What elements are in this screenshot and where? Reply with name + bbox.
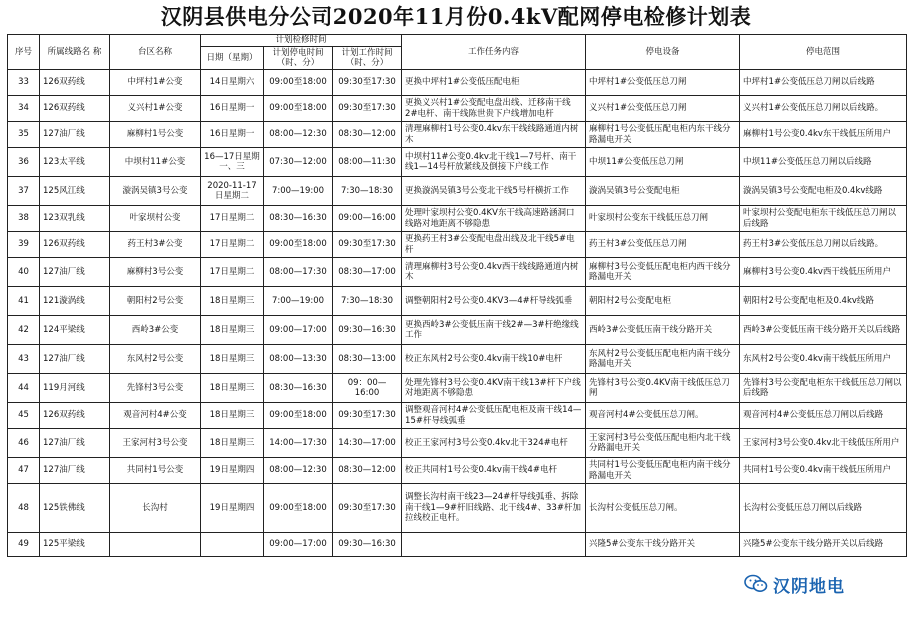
row-equipment: 王家河村3号公变低压配电柜内北干线分路漏电开关: [586, 429, 740, 458]
row-equipment: 麻柳村3号公变低压配电柜内西干线分路漏电开关: [586, 258, 740, 287]
row-station: 漩涡吴镇3号公变: [110, 177, 201, 206]
row-outage-time: 09:00—17:00: [264, 316, 333, 345]
row-task: 调整观音河村4#公变低压配电柜及南干线14—15#杆导线弧垂: [402, 403, 586, 429]
row-station: 观音河村4#公变: [110, 403, 201, 429]
row-date: 18日星期三: [201, 429, 264, 458]
row-date: 19日星期四: [201, 484, 264, 533]
row-task: 更换西岭3#公变低压南干线2#—3#杆绝缘线工作: [402, 316, 586, 345]
table-row: [8, 96, 907, 122]
row-task: 更换药王村3#公变配电盘出线及北干线5#电杆: [402, 232, 586, 258]
row-outage-time: 08:00—12:30: [264, 458, 333, 484]
row-line-name: 127油厂线: [40, 429, 110, 458]
row-scope: 朝阳村2号公变配电柜及0.4kv线路: [740, 287, 907, 316]
row-task: 调整长沟村南干线23—24#杆导线弧垂、拆除南干线1—9#杆旧线路、北干线4#、33#杆加拉线校正电杆。: [402, 484, 586, 533]
row-scope: 观音河村4#公变低压总刀闸以后线路: [740, 403, 907, 429]
row-work-time: 08:30—13:00: [333, 345, 402, 374]
row-task: 校正王家河村3号公变0.4kv北干324#电杆: [402, 429, 586, 458]
row-task: 处理叶家坝村公变0.4KV东干线高速路涵洞口线路对地距离不够隐患: [402, 206, 586, 232]
row-seq: 39: [8, 232, 40, 258]
row-equipment: 兴隆5#公变东干线分路开关: [586, 533, 740, 557]
table-body: [8, 70, 907, 557]
row-seq: 37: [8, 177, 40, 206]
header-station: 台区名称: [110, 35, 201, 70]
table-row: [8, 148, 907, 177]
row-date: 14日星期六: [201, 70, 264, 96]
row-scope: 义兴村1#公变低压总刀闸以后线路。: [740, 96, 907, 122]
row-scope: 共同村1号公变0.4kv南干线低压所用户: [740, 458, 907, 484]
row-task: 清理麻柳村1号公变0.4kv东干线线路通道内树木: [402, 122, 586, 148]
header-equipment: 停电设备: [586, 35, 740, 70]
row-line-name: 126双药线: [40, 232, 110, 258]
row-station: 东风村2号公变: [110, 345, 201, 374]
row-task: 更换中坪村1#公变低压配电柜: [402, 70, 586, 96]
row-outage-time: 09:00至18:00: [264, 96, 333, 122]
row-date: 17日星期二: [201, 258, 264, 287]
row-date: 16—17日星期一、三: [201, 148, 264, 177]
row-work-time: 08:00—11:30: [333, 148, 402, 177]
row-date: 18日星期三: [201, 374, 264, 403]
row-seq: 34: [8, 96, 40, 122]
row-task: 中坝村11#公变0.4kv北干线1—7号杆、南干线1—14号杆放紧线及倒接下户线工作: [402, 148, 586, 177]
row-work-time: 08:30—12:00: [333, 122, 402, 148]
row-seq: 44: [8, 374, 40, 403]
header-outage-time: 计划停电时间（时、分）: [264, 47, 333, 70]
row-equipment: 先锋村3号公变0.4KV南干线低压总刀闸: [586, 374, 740, 403]
table-row: [8, 316, 907, 345]
row-line-name: 126双药线: [40, 96, 110, 122]
row-equipment: 朝阳村2号公变配电柜: [586, 287, 740, 316]
row-scope: 长沟村公变低压总刀闸以后线路: [740, 484, 907, 533]
row-line-name: 119月河线: [40, 374, 110, 403]
table-row: [8, 403, 907, 429]
table-row: [8, 232, 907, 258]
page-title: 汉阴县供电分公司2020年11月份0.4kV配网停电检修计划表: [160, 4, 752, 29]
row-seq: 36: [8, 148, 40, 177]
row-station: 义兴村1#公变: [110, 96, 201, 122]
table-row: [8, 258, 907, 287]
row-seq: 47: [8, 458, 40, 484]
table-row: [8, 345, 907, 374]
table-row: [8, 70, 907, 96]
row-task: 清理麻柳村3号公变0.4kv西干线线路通道内树木: [402, 258, 586, 287]
row-line-name: 127油厂线: [40, 258, 110, 287]
row-outage-time: 7:00—19:00: [264, 287, 333, 316]
row-line-name: 121漩涡线: [40, 287, 110, 316]
row-task: 更换义兴村1#公变配电盘出线、迁移南干线2#电杆、南干线陈世贵下户线增加电杆: [402, 96, 586, 122]
row-seq: 46: [8, 429, 40, 458]
row-date: 17日星期二: [201, 232, 264, 258]
header-work-time: 计划工作时间（时、分）: [333, 47, 402, 70]
row-line-name: 123太平线: [40, 148, 110, 177]
row-date: 19日星期四: [201, 458, 264, 484]
row-station: 共同村1号公变: [110, 458, 201, 484]
table-row: [8, 533, 907, 557]
row-work-time: 14:30—17:00: [333, 429, 402, 458]
row-work-time: 7:30—18:30: [333, 177, 402, 206]
row-seq: 41: [8, 287, 40, 316]
row-task: [402, 533, 586, 557]
header-date: 日期（星期）: [201, 47, 264, 70]
table-row: [8, 484, 907, 533]
row-work-time: 09:30至17:30: [333, 403, 402, 429]
row-line-name: 126双药线: [40, 70, 110, 96]
row-outage-time: 7:00—19:00: [264, 177, 333, 206]
row-equipment: 长沟村公变低压总刀闸。: [586, 484, 740, 533]
row-station: 中坝村11#公变: [110, 148, 201, 177]
table-row: [8, 122, 907, 148]
row-scope: 王家河村3号公变0.4kv北干线低压所用户: [740, 429, 907, 458]
header-scope: 停电范围: [740, 35, 907, 70]
table-row: [8, 374, 907, 403]
row-task: 调整朝阳村2号公变0.4KV3—4#杆导线弧垂: [402, 287, 586, 316]
row-seq: 40: [8, 258, 40, 287]
header-line-name: 所属线路名 称: [40, 35, 110, 70]
row-equipment: 共同村1号公变低压配电柜内南干线分路漏电开关: [586, 458, 740, 484]
header-task: 工作任务内容: [402, 35, 586, 70]
row-date: 16日星期一: [201, 96, 264, 122]
row-seq: 49: [8, 533, 40, 557]
row-task: 处理先锋村3号公变0.4KV南干线13#杆下户线对地距离不够隐患: [402, 374, 586, 403]
row-work-time: 09:30至17:30: [333, 484, 402, 533]
row-line-name: 127油厂线: [40, 458, 110, 484]
wechat-logo-icon: [744, 574, 768, 594]
row-work-time: 09：00—16:00: [333, 374, 402, 403]
row-scope: 麻柳村1号公变0.4kv东干线低压所用户: [740, 122, 907, 148]
row-outage-time: 08:00—17:30: [264, 258, 333, 287]
row-line-name: 125风江线: [40, 177, 110, 206]
row-station: 长沟村: [110, 484, 201, 533]
row-scope: 药王村3#公变低压总刀闸以后线路。: [740, 232, 907, 258]
row-scope: 兴隆5#公变东干线分路开关以后线路: [740, 533, 907, 557]
row-work-time: 09:30至17:30: [333, 96, 402, 122]
header-plan-group: 计划检修时间: [201, 35, 402, 47]
row-line-name: 127油厂线: [40, 122, 110, 148]
row-line-name: 125铁佛线: [40, 484, 110, 533]
row-line-name: 123双乳线: [40, 206, 110, 232]
row-line-name: 124平梁线: [40, 316, 110, 345]
row-outage-time: 08:00—13:30: [264, 345, 333, 374]
row-scope: 中坝11#公变低压总刀闸以后线路: [740, 148, 907, 177]
row-work-time: 09:00—16:00: [333, 206, 402, 232]
row-station: 先锋村3号公变: [110, 374, 201, 403]
row-work-time: 7:30—18:30: [333, 287, 402, 316]
row-equipment: 麻柳村1号公变低压配电柜内东干线分路漏电开关: [586, 122, 740, 148]
row-date: 2020-11-17日星期二: [201, 177, 264, 206]
row-equipment: 观音河村4#公变低压总刀闸。: [586, 403, 740, 429]
table-row: [8, 287, 907, 316]
row-station: 麻柳村1号公变: [110, 122, 201, 148]
table-row: [8, 458, 907, 484]
row-seq: 45: [8, 403, 40, 429]
row-station: [110, 533, 201, 557]
row-equipment: 中坪村1#公变低压总刀闸: [586, 70, 740, 96]
row-work-time: 08:30—12:00: [333, 458, 402, 484]
maintenance-plan-table: [7, 34, 907, 557]
row-line-name: 126双药线: [40, 403, 110, 429]
row-scope: 西岭3#公变低压南干线分路开关以后线路: [740, 316, 907, 345]
row-seq: 48: [8, 484, 40, 533]
row-station: 朝阳村2号公变: [110, 287, 201, 316]
row-outage-time: 08:30—16:30: [264, 206, 333, 232]
row-task: 校正东风村2号公变0.4kv南干线10#电杆: [402, 345, 586, 374]
row-scope: 叶家坝村公变配电柜东干线低压总刀闸以后线路: [740, 206, 907, 232]
row-station: 西岭3#公变: [110, 316, 201, 345]
row-date: 18日星期三: [201, 287, 264, 316]
row-outage-time: 08:00—12:30: [264, 122, 333, 148]
row-station: 叶家坝村公变: [110, 206, 201, 232]
row-equipment: 义兴村1#公变低压总刀闸: [586, 96, 740, 122]
row-date: 18日星期三: [201, 316, 264, 345]
row-work-time: 08:30—17:00: [333, 258, 402, 287]
row-scope: 东风村2号公变0.4kv南干线低压所用户: [740, 345, 907, 374]
row-scope: 中坪村1#公变低压总刀闸以后线路: [740, 70, 907, 96]
row-seq: 38: [8, 206, 40, 232]
row-outage-time: 07:30—12:00: [264, 148, 333, 177]
row-line-name: 127油厂线: [40, 345, 110, 374]
row-outage-time: 09:00至18:00: [264, 484, 333, 533]
row-outage-time: 14:00—17:30: [264, 429, 333, 458]
row-station: 王家河村3号公变: [110, 429, 201, 458]
row-equipment: 中坝11#公变低压总刀闸: [586, 148, 740, 177]
watermark: [744, 572, 894, 596]
table-row: [8, 206, 907, 232]
row-station: 麻柳村3号公变: [110, 258, 201, 287]
row-date: 17日星期二: [201, 206, 264, 232]
row-date: [201, 533, 264, 557]
row-date: 18日星期三: [201, 345, 264, 374]
table-row: [8, 177, 907, 206]
row-station: 药王村3#公变: [110, 232, 201, 258]
row-outage-time: 09:00至18:00: [264, 70, 333, 96]
row-work-time: 09:30至17:30: [333, 232, 402, 258]
row-date: 16日星期一: [201, 122, 264, 148]
row-seq: 33: [8, 70, 40, 96]
row-work-time: 09:30至17:30: [333, 70, 402, 96]
row-scope: 麻柳村3号公变0.4kv西干线低压所用户: [740, 258, 907, 287]
row-equipment: 西岭3#公变低压南干线分路开关: [586, 316, 740, 345]
table-row: [8, 429, 907, 458]
row-equipment: 叶家坝村公变东干线低压总刀闸: [586, 206, 740, 232]
row-work-time: 09:30—16:30: [333, 316, 402, 345]
row-date: 18日星期三: [201, 403, 264, 429]
row-outage-time: 09:00至18:00: [264, 403, 333, 429]
row-task: 校正共同村1号公变0.4kv南干线4#电杆: [402, 458, 586, 484]
row-equipment: 东风村2号公变低压配电柜内南干线分路漏电开关: [586, 345, 740, 374]
row-seq: 35: [8, 122, 40, 148]
row-outage-time: 09:00至18:00: [264, 232, 333, 258]
row-scope: 先锋村3号公变配电柜东干线低压总刀闸以后线路: [740, 374, 907, 403]
row-work-time: 09:30—16:30: [333, 533, 402, 557]
row-outage-time: 08:30—16:30: [264, 374, 333, 403]
header-seq: 序号: [8, 35, 40, 70]
row-station: 中坪村1#公变: [110, 70, 201, 96]
watermark-text: 汉阴地电: [773, 576, 845, 597]
row-scope: 漩涡吴镇3号公变配电柜及0.4kv线路: [740, 177, 907, 206]
row-line-name: 125平梁线: [40, 533, 110, 557]
row-seq: 42: [8, 316, 40, 345]
row-outage-time: 09:00—17:00: [264, 533, 333, 557]
row-equipment: 药王村3#公变低压总刀闸: [586, 232, 740, 258]
row-task: 更换漩涡吴镇3号公变北干线5号杆横折工作: [402, 177, 586, 206]
row-seq: 43: [8, 345, 40, 374]
row-equipment: 漩涡吴镇3号公变配电柜: [586, 177, 740, 206]
